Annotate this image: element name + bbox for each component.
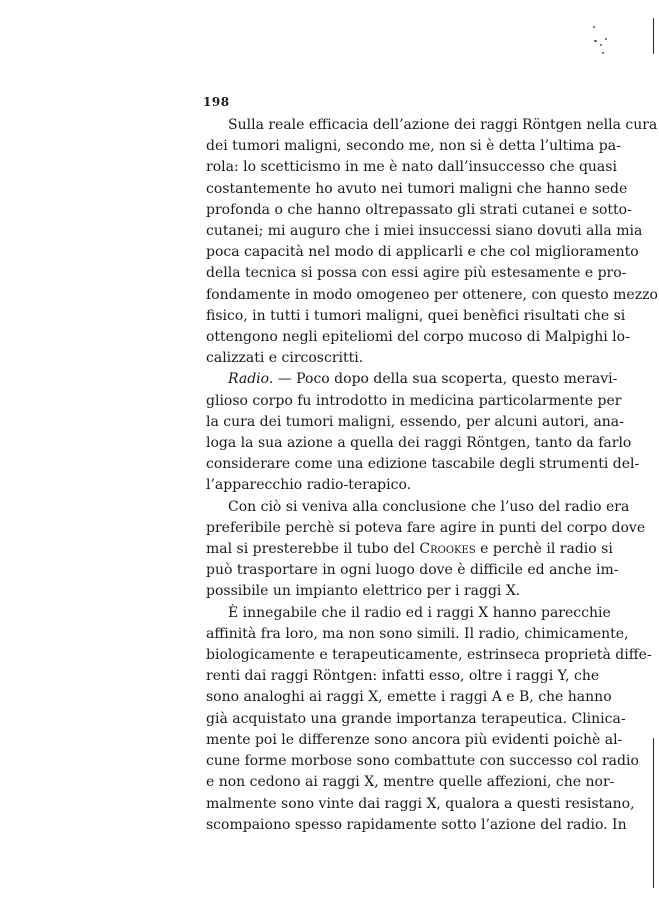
text-line: della tecnica si possa con essi agire più estesamente e pro- [206, 265, 627, 282]
paragraph-2 [206, 369, 640, 496]
text-line: considerare come una edizione tascabile degli strumenti del- [206, 456, 640, 473]
text-line: mente poi le differenze sono ancora più evidenti poichè al- [206, 731, 623, 748]
scan-speck [602, 52, 604, 54]
text-line-part: e perchè il radio si [475, 541, 613, 558]
radio-heading: Radio. [228, 371, 274, 388]
scan-speck [605, 38, 607, 40]
text-line: l’apparecchio radio-terapico. [206, 477, 412, 494]
text-line: sono analoghi ai raggi X, emette i raggi A e B, che hanno [206, 689, 612, 706]
text-line: costantemente ho avuto nei tumori maligni che hanno sede [206, 180, 628, 197]
text-line [206, 539, 613, 560]
text-line: loga la sua azione a quella dei raggi Röntgen, tanto da farlo [206, 435, 632, 452]
text-line: profonda o che hanno oltrepassato gli strati cutanei e sotto- [206, 201, 632, 218]
text-line: malmente sono vinte dai raggi X, qualora a questi resistano, [206, 795, 635, 812]
scan-edge-line-top [653, 18, 654, 54]
paragraph-4 [206, 603, 652, 836]
crookes-name: Crookes [419, 541, 476, 558]
text-line: biologicamente e terapeuticamente, estrinseca proprietà diffe- [206, 647, 652, 664]
text-line: Con ciò si veniva alla conclusione che l’uso del radio era [228, 498, 630, 515]
text-line: cune forme morbose sono combattute con successo col radio [206, 753, 639, 770]
text-line: È innegabile che il radio ed i raggi X hanno parecchie [228, 604, 611, 621]
text-line: calizzati e circoscritti. [206, 350, 364, 367]
text-line: ottengono negli epiteliomi del corpo mucoso di Malpighi lo- [206, 329, 630, 346]
text-line: la cura dei tumori maligni, essendo, per alcuni autori, ana- [206, 413, 624, 430]
scan-edge-line-bottom [653, 738, 654, 888]
text-line: renti dai raggi Röntgen: infatti esso, oltre i raggi Y, che [206, 668, 600, 685]
text-line: glioso corpo fu introdotto in medicina particolarmente per [206, 392, 622, 409]
paragraph-3 [206, 497, 646, 603]
text-line: Sulla reale efficacia dell’azione dei raggi Röntgen nella cura [228, 117, 658, 133]
text-line: può trasportare in ogni luogo dove è difficile ed anche im- [206, 562, 619, 579]
text-line: dei tumori maligni, secondo me, non si è detta l’ultima pa- [206, 138, 621, 155]
text-line [206, 369, 618, 390]
text-line-part: mal si presterebbe il tubo del [206, 541, 415, 558]
scan-speck [593, 26, 595, 28]
text-line: scompaiono spesso rapidamente sotto l’azione del radio. In [206, 816, 627, 833]
scan-speck [600, 44, 602, 46]
text-line: già acquistato una grande importanza terapeutica. Clinica- [206, 710, 626, 727]
page-number: 198 [203, 95, 230, 109]
scan-specks [591, 22, 621, 82]
text-line: possibile un impianto elettrico per i raggi X. [206, 583, 521, 600]
text-line: affinità fra loro, ma non sono simili. Il radio, chimicamente, [206, 625, 629, 642]
text-line: e non cedono ai raggi X, mentre quelle affezioni, che nor- [206, 774, 615, 791]
body-text [206, 115, 658, 836]
text-line: poca capacità nel modo di applicarli e che col miglioramento [206, 244, 639, 261]
text-line: fondamente in modo omogeneo per ottenere, con questo mezzo [206, 286, 658, 303]
text-line: preferibile perchè si poteva fare agire in punti del corpo dove [206, 519, 646, 536]
text-line: fisico, in tutti i tumori maligni, quei benèfici risultati che si [206, 307, 626, 324]
text-line: rola: lo scetticismo in me è nato dall’insuccesso che quasi [206, 159, 617, 176]
text-line: cutanei; mi auguro che i miei insuccessi siano dovuti alla mia [206, 223, 643, 240]
paragraph-1 [206, 115, 658, 369]
scan-speck [594, 40, 597, 42]
text-line-rest: — Poco dopo della sua scoperta, questo meravi- [273, 371, 618, 388]
